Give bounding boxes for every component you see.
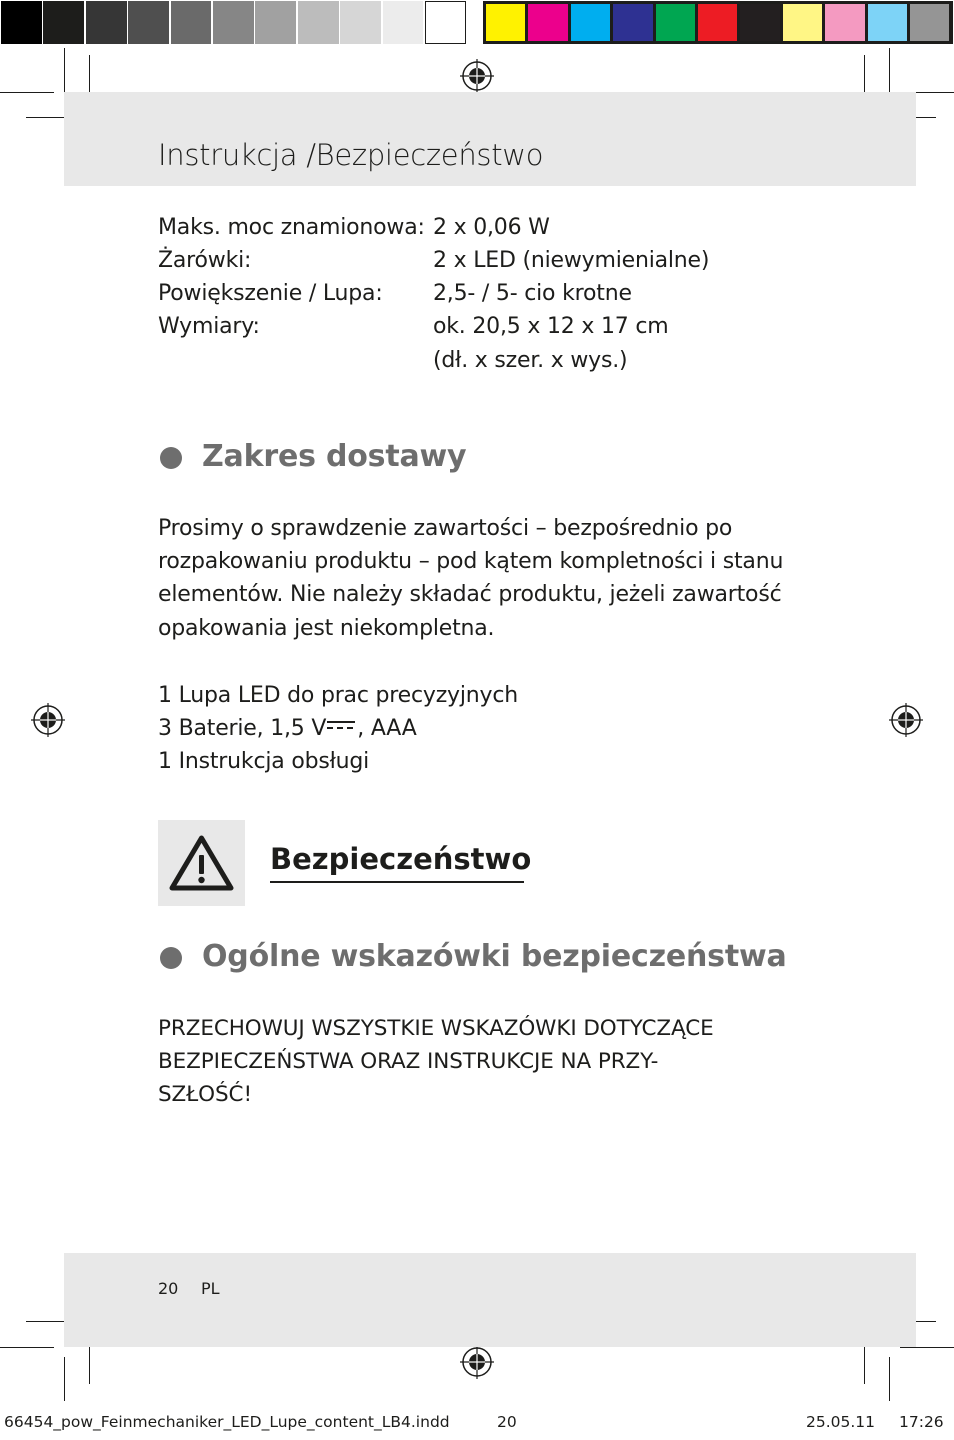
- dc-current-icon: [327, 719, 355, 733]
- item-text: , AAA: [357, 716, 417, 741]
- spec-value: (dł. x szer. x wys.): [433, 348, 628, 373]
- spec-value: ok. 20,5 x 12 x 17 cm: [433, 314, 669, 339]
- color-swatch: [910, 4, 949, 41]
- registration-mark-icon: [31, 703, 65, 737]
- paragraph-line: elementów. Nie należy składać produktu, jeżeli zawartość: [158, 582, 782, 607]
- page-number: 20: [158, 1279, 179, 1298]
- spec-value: 2 x 0,06 W: [433, 215, 550, 240]
- color-swatch: [698, 4, 737, 41]
- registration-mark-icon: [460, 59, 494, 93]
- item-text: 3 Baterie, 1,5 V: [158, 716, 327, 741]
- warning-triangle-icon: [158, 820, 245, 906]
- spec-value: 2,5- / 5- cio krotne: [433, 281, 632, 306]
- color-swatch: [613, 4, 652, 41]
- gray-swatch: [86, 1, 127, 44]
- list-item: 1 Lupa LED do prac precyzyjnych: [158, 683, 518, 708]
- footer-band: [64, 1253, 916, 1347]
- language-code: PL: [201, 1279, 220, 1298]
- gray-swatch: [128, 1, 169, 44]
- slug-filename: 66454_pow_Feinmechaniker_LED_Lupe_content_LB4.indd: [4, 1413, 450, 1431]
- paragraph-line: Prosimy o sprawdzenie zawartości – bezpośrednio po: [158, 516, 733, 541]
- paragraph-line: opakowania jest niekompletna.: [158, 616, 495, 641]
- warning-box: [158, 820, 245, 906]
- gray-swatch: [213, 1, 254, 44]
- color-swatch: [783, 4, 822, 41]
- color-swatch: [740, 4, 779, 41]
- bullet-icon: [160, 447, 182, 469]
- gray-swatch: [171, 1, 212, 44]
- gray-swatch: [298, 1, 339, 44]
- gray-swatch: [255, 1, 296, 44]
- page-title: Instrukcja /Bezpieczeństwo: [158, 138, 544, 172]
- color-swatch: [825, 4, 864, 41]
- paragraph-line: rozpakowaniu produktu – pod kątem kompletności i stanu: [158, 549, 784, 574]
- color-swatch: [486, 4, 525, 41]
- gray-swatch: [383, 1, 424, 44]
- spec-label: Maks. moc znamionowa:: [158, 215, 425, 240]
- bullet-icon: [160, 947, 182, 969]
- color-swatch: [868, 4, 907, 41]
- spec-label: Wymiary:: [158, 314, 260, 339]
- slug-time: 17:26: [899, 1413, 944, 1431]
- registration-mark-icon: [460, 1345, 494, 1379]
- list-item: [158, 712, 417, 745]
- gray-swatch: [43, 1, 84, 44]
- registration-mark-icon: [889, 703, 923, 737]
- notice-line: PRZECHOWUJ WSZYSTKIE WSKAZÓWKI DOTYCZĄCE: [158, 1016, 714, 1041]
- color-swatch: [571, 4, 610, 41]
- spec-value: 2 x LED (niewymienialne): [433, 248, 710, 273]
- slug-date: 25.05.11: [806, 1413, 876, 1431]
- list-item: 1 Instrukcja obsługi: [158, 749, 370, 774]
- gray-swatch: [425, 1, 466, 44]
- divider: [270, 881, 524, 883]
- delivery-heading: Zakres dostawy: [202, 439, 467, 474]
- notice-line: SZŁOŚĆ!: [158, 1082, 252, 1107]
- color-swatch: [656, 4, 695, 41]
- spec-label: Żarówki:: [158, 248, 252, 273]
- spec-label: Powiększenie / Lupa:: [158, 281, 383, 306]
- safety-heading: Bezpieczeństwo: [270, 842, 532, 876]
- slug-page: 20: [497, 1413, 517, 1431]
- color-swatch: [528, 4, 567, 41]
- gray-swatch: [340, 1, 381, 44]
- notice-line: BEZPIECZEŃSTWA ORAZ INSTRUKCJE NA PRZY-: [158, 1049, 659, 1074]
- gray-swatch: [1, 1, 42, 44]
- general-safety-heading: Ogólne wskazówki bezpieczeństwa: [202, 939, 787, 974]
